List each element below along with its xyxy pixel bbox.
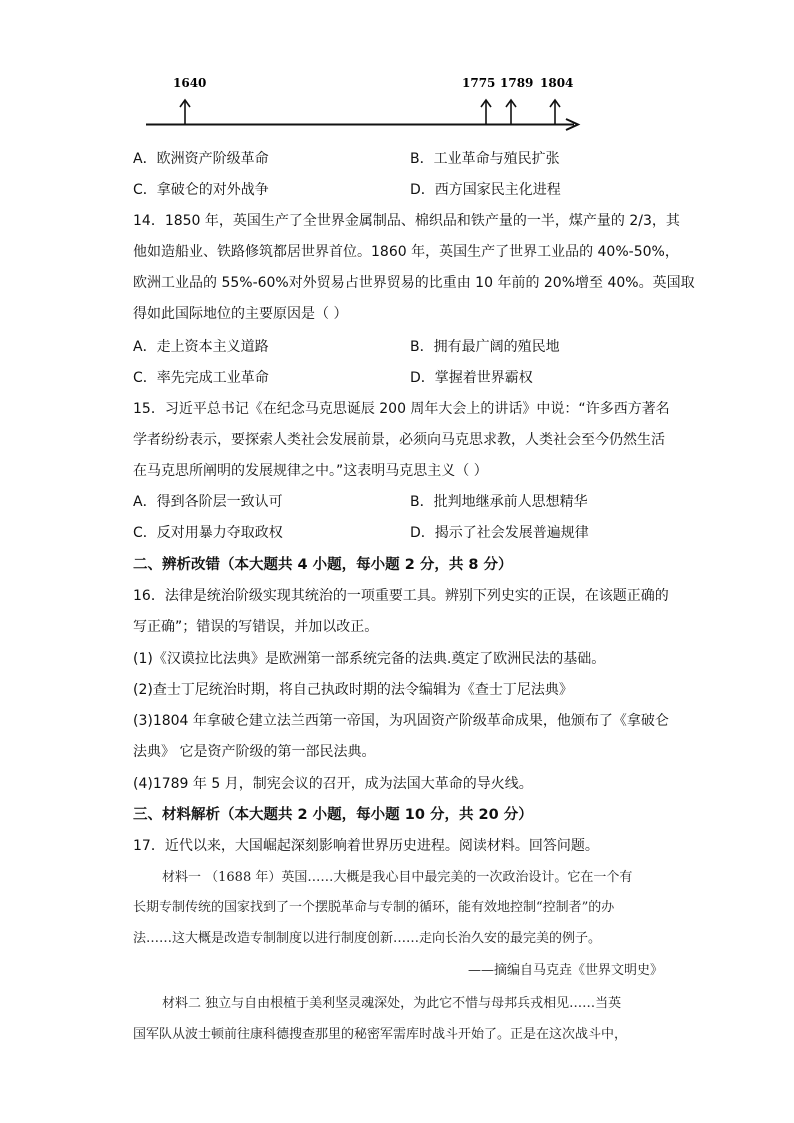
q16-item-3-line-2: 法典》 它是资产阶级的第一部民法典。 <box>133 744 376 760</box>
timeline-label-1804: 1804 <box>540 76 574 90</box>
material-1-line-3: 法……这大概是改造专制制度以进行制度创新……走向长治久安的最完美的例子。 <box>133 931 602 946</box>
section-3-heading: 三、材料解析（本大题共 2 小题，每小题 10 分，共 20 分） <box>133 807 533 823</box>
timeline-label-1775: 1775 <box>462 76 496 90</box>
q14-line-4: 得如此国际地位的主要原因是（ ） <box>133 306 348 322</box>
timeline-tick-1789 <box>500 76 533 124</box>
q16-line-2: 写正确”；错误的写错误，并加以改正。 <box>133 619 379 635</box>
q15-line-1: 15．习近平总书记《在纪念马克思诞辰 200 周年大会上的讲话》中说：“许多西方著名 <box>133 401 670 417</box>
q14-option-a: A．走上资本主义道路 <box>133 339 269 355</box>
section-2-heading: 二、辨析改错（本大题共 4 小题，每小题 2 分，共 8 分） <box>133 557 513 573</box>
q14-option-c: C．率先完成工业革命 <box>133 370 269 386</box>
q13-option-d: D．西方国家民主化进程 <box>410 182 561 198</box>
q15-option-d: D．揭示了社会发展普遍规律 <box>410 525 589 541</box>
q14-line-1: 14．1850 年，英国生产了全世界金属制品、棉织品和铁产量的一半，煤产量的 2/3，其 <box>133 213 680 229</box>
q14-option-b: B．拥有最广阔的殖民地 <box>410 339 560 355</box>
timeline-tick-1804 <box>540 76 573 124</box>
q17-intro: 17．近代以来，大国崛起深刻影响着世界历史进程。阅读材料。回答问题。 <box>133 838 599 854</box>
q16-item-1: (1)《汉谟拉比法典》是欧洲第一部系统完备的法典.奠定了欧洲民法的基础。 <box>133 651 606 667</box>
q14-option-d: D．掌握着世界霸权 <box>410 370 533 386</box>
q13-option-c: C．拿破仑的对外战争 <box>133 182 269 198</box>
q14-line-3: 欧洲工业品的 55%-60%对外贸易占世界贸易的比重由 10 年前的 20%增至 40%。英国取 <box>133 275 695 291</box>
q15-option-c: C．反对用暴力夺取政权 <box>133 525 283 541</box>
material-2-line-2: 国军队从波士顿前往康科德搜查那里的秘密军需库时战斗开始了。正是在这次战斗中， <box>133 1027 628 1042</box>
timeline-tick-1640 <box>173 76 206 124</box>
q13-option-a: A．欧洲资产阶级革命 <box>133 151 269 167</box>
q15-option-a: A．得到各阶层一致认可 <box>133 494 283 510</box>
q14-line-2: 他如造船业、铁路修筑都居世界首位。1860 年，英国生产了世界工业品的 40%-50%， <box>133 244 679 260</box>
material-1-source: ——摘编自马克垚《世界文明史》 <box>467 963 663 978</box>
q16-item-3-line-1: (3)1804 年拿破仑建立法兰西第一帝国，为巩固资产阶级革命成果，他颁布了《拿破仑 <box>133 713 669 729</box>
q16-item-4: (4)1789 年 5 月，制宪会议的召开，成为法国大革命的导火线。 <box>133 776 533 792</box>
material-1-line-2: 长期专制传统的国家找到了一个摆脱革命与专制的循环，能有效地控制“控制者”的办 <box>133 900 615 915</box>
timeline-figure <box>0 0 794 140</box>
timeline-label-1640: 1640 <box>173 76 207 90</box>
q15-line-3: 在马克思所阐明的发展规律之中。”这表明马克思主义（ ） <box>133 463 488 479</box>
q16-item-2: (2)查士丁尼统治时期，将自己执政时期的法令编辑为《查士丁尼法典》 <box>133 682 573 698</box>
material-1-line-1: 材料一 （1688 年）英国……大概是我心目中最完美的一次政治设计。它在一个有 <box>162 870 633 885</box>
timeline-label-1789: 1789 <box>500 76 534 90</box>
q15-option-b: B．批判地继承前人思想精华 <box>410 494 588 510</box>
timeline-tick-1775 <box>462 76 495 124</box>
q16-line-1: 16．法律是统治阶级实现其统治的一项重要工具。辨别下列史实的正误，在该题正确的 <box>133 588 669 604</box>
q13-option-b: B．工业革命与殖民扩张 <box>410 151 560 167</box>
q15-line-2: 学者纷纷表示，要探索人类社会发展前景，必须向马克思求教，人类社会至今仍然生活 <box>133 432 665 448</box>
material-2-line-1: 材料二 独立与自由根植于美利坚灵魂深处，为此它不惜与母邦兵戎相见……当英 <box>162 996 622 1011</box>
